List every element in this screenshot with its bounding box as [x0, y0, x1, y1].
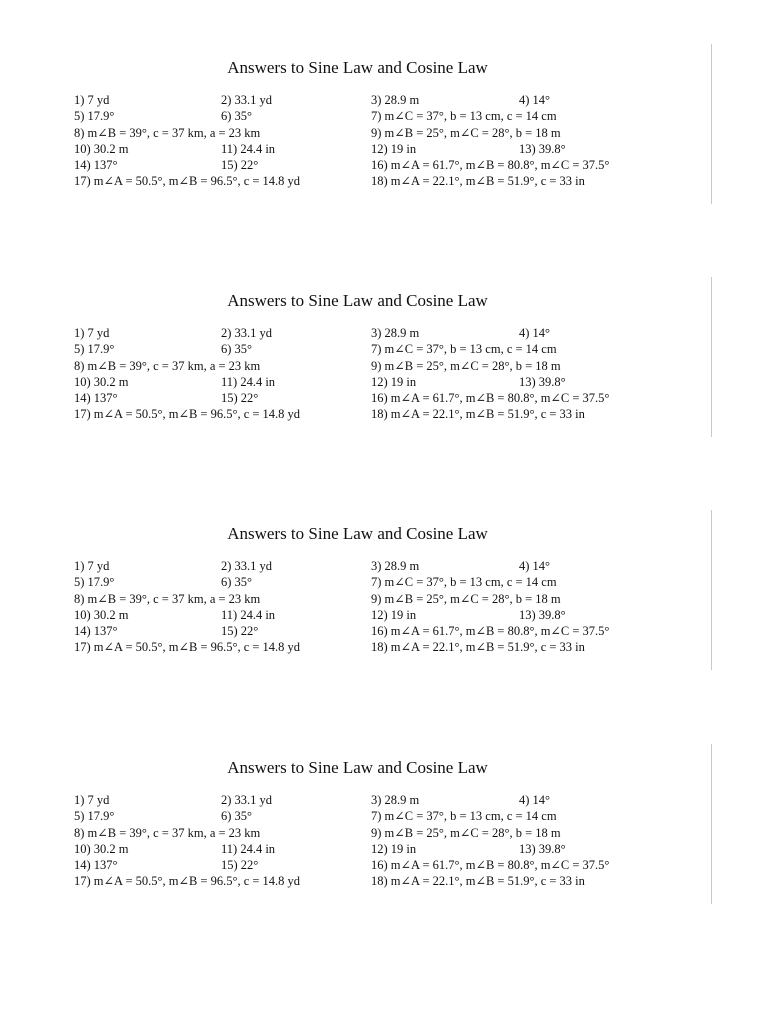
answer-item: 6) 35°: [221, 575, 253, 589]
answer-row: [0, 639, 712, 655]
answer-item: 14) 137°: [74, 624, 118, 638]
answer-row: [0, 792, 712, 808]
answer-row: [0, 623, 712, 639]
answer-item: 11) 24.4 in: [221, 142, 276, 156]
answer-item: 13) 39.8°: [519, 842, 566, 856]
answer-row: [0, 341, 712, 357]
answer-row: [0, 857, 712, 873]
answer-card-title: Answers to Sine Law and Cosine Law: [227, 758, 488, 777]
answer-item: 7) m∠C = 37°, b = 13 cm, c = 14 cm: [371, 809, 557, 823]
answer-item: 16) m∠A = 61.7°, m∠B = 80.8°, m∠C = 37.5°: [371, 158, 610, 172]
answer-item: 5) 17.9°: [74, 342, 115, 356]
answer-row: [0, 607, 712, 623]
answer-item: 14) 137°: [74, 858, 118, 872]
answer-row: [0, 108, 712, 124]
answer-item: 18) m∠A = 22.1°, m∠B = 51.9°, c = 33 in: [371, 874, 585, 888]
answer-item: 4) 14°: [519, 559, 551, 573]
answer-item: 10) 30.2 m: [74, 608, 129, 622]
answer-item: 10) 30.2 m: [74, 375, 129, 389]
answer-row: [0, 92, 712, 108]
answer-row: [0, 406, 712, 422]
answer-card-title: Answers to Sine Law and Cosine Law: [227, 291, 488, 310]
answer-item: 13) 39.8°: [519, 608, 566, 622]
answer-item: 2) 33.1 yd: [221, 559, 273, 573]
answer-row: [0, 374, 712, 390]
answer-item: 16) m∠A = 61.7°, m∠B = 80.8°, m∠C = 37.5°: [371, 624, 610, 638]
answer-row: [0, 591, 712, 607]
answer-card-title: Answers to Sine Law and Cosine Law: [227, 58, 488, 77]
answer-item: 3) 28.9 m: [371, 326, 420, 340]
answer-item: 2) 33.1 yd: [221, 93, 273, 107]
answer-item: 17) m∠A = 50.5°, m∠B = 96.5°, c = 14.8 yd: [74, 407, 301, 421]
answer-item: 12) 19 in: [371, 142, 417, 156]
answer-item: 6) 35°: [221, 809, 253, 823]
answer-item: 7) m∠C = 37°, b = 13 cm, c = 14 cm: [371, 342, 557, 356]
answer-card-2: [0, 281, 768, 451]
answer-card-title: Answers to Sine Law and Cosine Law: [227, 524, 488, 543]
answer-item: 3) 28.9 m: [371, 793, 420, 807]
answer-item: 12) 19 in: [371, 608, 417, 622]
answer-item: 17) m∠A = 50.5°, m∠B = 96.5°, c = 14.8 yd: [74, 174, 301, 188]
answer-row: [0, 825, 712, 841]
answer-item: 5) 17.9°: [74, 809, 115, 823]
answer-item: 1) 7 yd: [74, 93, 110, 107]
answer-item: 14) 137°: [74, 391, 118, 405]
answer-row: [0, 157, 712, 173]
answer-item: 13) 39.8°: [519, 375, 566, 389]
answer-item: 15) 22°: [221, 858, 259, 872]
answer-item: 6) 35°: [221, 342, 253, 356]
answer-card-3: [0, 514, 768, 684]
answer-row: [0, 358, 712, 374]
answer-card-4: [0, 748, 768, 918]
answer-item: 15) 22°: [221, 391, 259, 405]
answer-item: 16) m∠A = 61.7°, m∠B = 80.8°, m∠C = 37.5°: [371, 391, 610, 405]
answer-item: 4) 14°: [519, 326, 551, 340]
answer-row: [0, 141, 712, 157]
answer-row: [0, 558, 712, 574]
answer-item: 17) m∠A = 50.5°, m∠B = 96.5°, c = 14.8 yd: [74, 640, 301, 654]
answer-item: 16) m∠A = 61.7°, m∠B = 80.8°, m∠C = 37.5°: [371, 858, 610, 872]
answer-item: 9) m∠B = 25°, m∠C = 28°, b = 18 m: [371, 126, 561, 140]
answer-item: 9) m∠B = 25°, m∠C = 28°, b = 18 m: [371, 359, 561, 373]
answer-row: [0, 873, 712, 889]
answer-row: [0, 574, 712, 590]
answer-item: 15) 22°: [221, 158, 259, 172]
answer-item: 12) 19 in: [371, 842, 417, 856]
answer-item: 11) 24.4 in: [221, 842, 276, 856]
answer-item: 18) m∠A = 22.1°, m∠B = 51.9°, c = 33 in: [371, 640, 585, 654]
answer-row: [0, 125, 712, 141]
answer-item: 7) m∠C = 37°, b = 13 cm, c = 14 cm: [371, 109, 557, 123]
answer-item: 9) m∠B = 25°, m∠C = 28°, b = 18 m: [371, 826, 561, 840]
answer-item: 1) 7 yd: [74, 326, 110, 340]
answer-item: 12) 19 in: [371, 375, 417, 389]
answer-row: [0, 173, 712, 189]
answer-card-1: [0, 48, 768, 218]
answer-item: 11) 24.4 in: [221, 608, 276, 622]
answer-item: 8) m∠B = 39°, c = 37 km, a = 23 km: [74, 592, 261, 606]
answer-row: [0, 390, 712, 406]
answer-item: 8) m∠B = 39°, c = 37 km, a = 23 km: [74, 126, 261, 140]
answer-item: 18) m∠A = 22.1°, m∠B = 51.9°, c = 33 in: [371, 407, 585, 421]
answer-item: 9) m∠B = 25°, m∠C = 28°, b = 18 m: [371, 592, 561, 606]
answer-item: 10) 30.2 m: [74, 142, 129, 156]
answer-item: 4) 14°: [519, 793, 551, 807]
answer-row: [0, 325, 712, 341]
answer-item: 2) 33.1 yd: [221, 326, 273, 340]
answer-item: 8) m∠B = 39°, c = 37 km, a = 23 km: [74, 826, 261, 840]
answer-item: 7) m∠C = 37°, b = 13 cm, c = 14 cm: [371, 575, 557, 589]
answer-row: [0, 841, 712, 857]
answer-item: 4) 14°: [519, 93, 551, 107]
answer-item: 8) m∠B = 39°, c = 37 km, a = 23 km: [74, 359, 261, 373]
answer-item: 15) 22°: [221, 624, 259, 638]
answer-item: 3) 28.9 m: [371, 93, 420, 107]
answer-item: 14) 137°: [74, 158, 118, 172]
answer-item: 18) m∠A = 22.1°, m∠B = 51.9°, c = 33 in: [371, 174, 585, 188]
answer-item: 5) 17.9°: [74, 575, 115, 589]
answer-item: 5) 17.9°: [74, 109, 115, 123]
answer-item: 1) 7 yd: [74, 793, 110, 807]
answer-row: [0, 808, 712, 824]
answer-item: 1) 7 yd: [74, 559, 110, 573]
answer-item: 17) m∠A = 50.5°, m∠B = 96.5°, c = 14.8 yd: [74, 874, 301, 888]
answer-item: 6) 35°: [221, 109, 253, 123]
answer-item: 3) 28.9 m: [371, 559, 420, 573]
answer-item: 13) 39.8°: [519, 142, 566, 156]
answer-item: 10) 30.2 m: [74, 842, 129, 856]
answer-item: 2) 33.1 yd: [221, 793, 273, 807]
answer-item: 11) 24.4 in: [221, 375, 276, 389]
